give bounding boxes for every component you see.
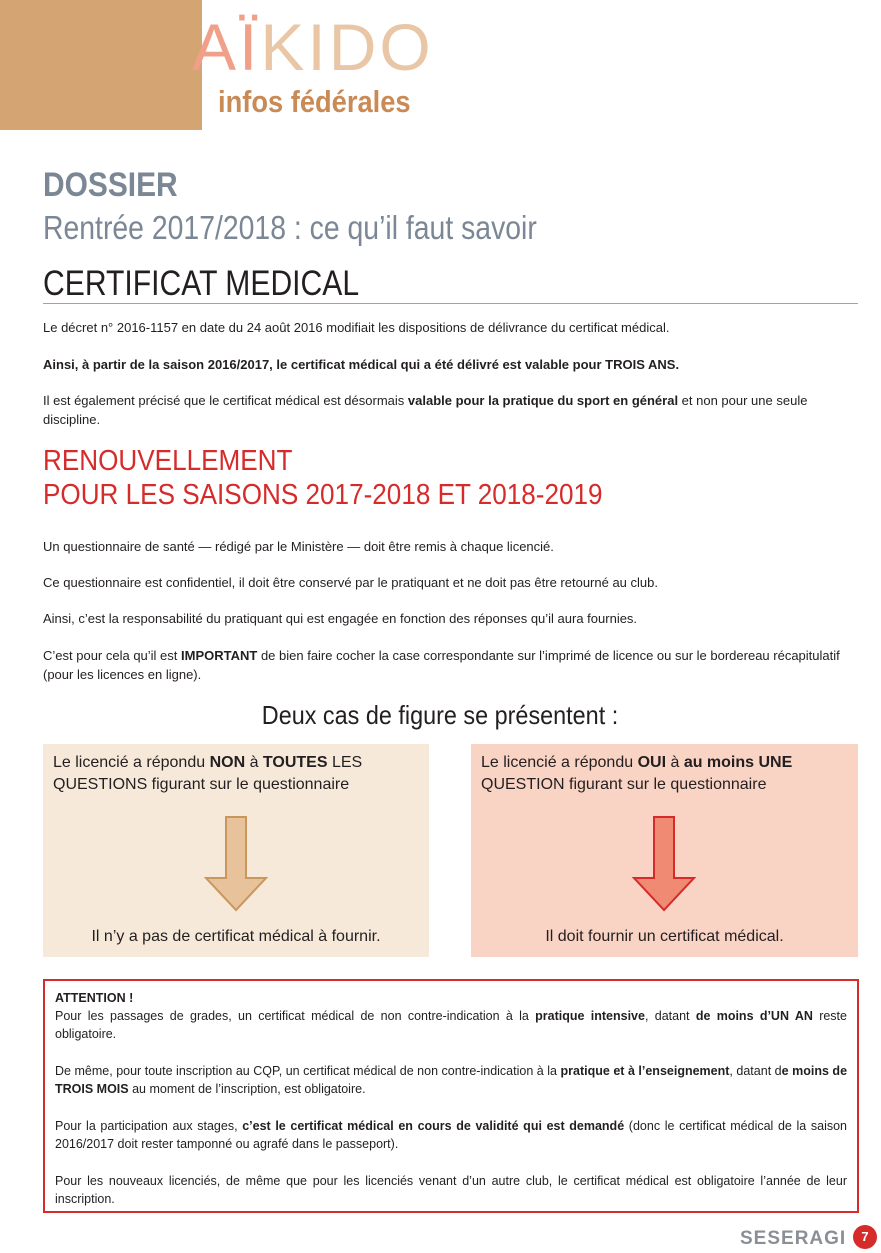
section-title-renouvellement — [43, 444, 603, 512]
case-oui-result: Il doit fournir un certificat médical. — [545, 928, 784, 945]
text-span: au moment de l’inscription, est obligatoire. — [128, 1082, 366, 1096]
text-bold: pratique et à l’enseignement — [560, 1064, 730, 1078]
text-span: Il est également précisé que le certificat médical est désormais — [43, 393, 408, 408]
cert-paragraph-2 — [43, 355, 858, 374]
text-bold: valable pour la pratique du sport en général — [407, 393, 679, 408]
text-span: , datant — [644, 1009, 696, 1023]
attention-heading: ATTENTION ! — [55, 991, 134, 1005]
cases-heading — [0, 700, 881, 731]
brand-part-2: KIDO — [260, 10, 434, 84]
text-span: LES QUESTIONS figurant sur le questionnaire — [53, 754, 363, 793]
text-span: Pour les passages de grades, un certificat médical de non contre-indication à la — [55, 1009, 536, 1023]
page-subtitle: Rentrée 2017/2018 : ce qu’il faut savoir — [43, 209, 537, 246]
renew-title-line-2: POUR LES SAISONS 2017-2018 ET 2018-2019 — [43, 479, 603, 511]
attention-paragraph-2 — [55, 1062, 847, 1098]
subbrand: infos fédérales — [218, 84, 411, 119]
section-title-certificat: CERTIFICAT MEDICAL — [43, 264, 360, 303]
brand-logo — [192, 10, 434, 84]
text-span: et non pour une seule discipline. — [43, 393, 808, 427]
renew-paragraph-1: Un questionnaire de santé — rédigé par le Ministère — doit être remis à chaque licencié. — [43, 539, 554, 554]
text-bold: IMPORTANT — [181, 648, 258, 663]
brand-part-1: AÏ — [192, 10, 261, 84]
text-span: Pour la participation aux stages, — [55, 1119, 243, 1133]
text-span: De même, pour toute inscription au CQP, un certificat médical de non contre-indication à la — [55, 1064, 561, 1078]
dossier-label: DOSSIER — [43, 166, 178, 204]
cert-paragraph-3 — [43, 391, 858, 429]
renew-paragraph-4 — [43, 646, 858, 684]
case-oui-text — [481, 752, 853, 796]
text-span: reste obligatoire. — [55, 1009, 847, 1041]
text-bold: NON — [209, 754, 246, 771]
cases-heading-text: Deux cas de figure se présentent : — [262, 700, 619, 730]
cert-paragraph-2-bold: Ainsi, à partir de la saison 2016/2017, le certificat médical qui a été délivré est valable pour TROIS ANS. — [43, 357, 680, 372]
case-non-result: Il n’y a pas de certificat médical à fournir. — [91, 928, 381, 945]
down-arrow-icon — [204, 816, 268, 912]
footer-brand: SESERAGI — [740, 1228, 847, 1249]
renew-paragraph-3: Ainsi, c’est la responsabilité du pratiquant qui est engagée en fonction des réponses qu’il aura fournies. — [43, 611, 638, 626]
text-span: Le licencié a répondu — [53, 754, 210, 771]
case-non-text — [53, 752, 425, 796]
renew-title-line-1: RENOUVELLEMENT — [43, 445, 293, 477]
text-bold: OUI — [637, 754, 667, 771]
header-color-block — [0, 0, 202, 130]
title-divider — [43, 303, 858, 304]
attention-paragraph-3 — [55, 1117, 847, 1153]
attention-paragraph-4: Pour les nouveaux licenciés, de même que pour les licenciés venant d’un autre club, le certificat médical est obligatoire l’année de leur inscription. — [55, 1174, 847, 1206]
text-bold: de moins d’UN AN — [695, 1009, 813, 1023]
page-number: 7 — [853, 1225, 877, 1249]
attention-box — [43, 979, 859, 1213]
text-span: C’est pour cela qu’il est — [43, 648, 182, 663]
down-arrow-icon — [632, 816, 696, 912]
cert-paragraph-1: Le décret n° 2016-1157 en date du 24 août 2016 modifiait les dispositions de délivrance du certificat médical. — [43, 320, 670, 335]
text-span: à — [245, 754, 263, 771]
text-span: à — [666, 754, 684, 771]
text-bold: pratique intensive — [535, 1009, 645, 1023]
case-box-non — [43, 744, 429, 957]
text-span: , datant d — [729, 1064, 782, 1078]
text-span: QUESTION figurant sur le questionnaire — [481, 776, 767, 793]
renew-paragraph-2: Ce questionnaire est confidentiel, il doit être conservé par le pratiquant et ne doit pas être retourné au club. — [43, 575, 658, 590]
case-box-oui — [471, 744, 858, 957]
text-bold: TOUTES — [262, 754, 328, 771]
text-span: (donc le certificat médical de la saison 2016/2017 doit rester tamponné ou agrafé dans le passeport). — [55, 1119, 848, 1151]
attention-paragraph-1 — [55, 1007, 847, 1043]
text-bold: au moins UNE — [683, 754, 793, 771]
text-bold: e moins de TROIS MOIS — [55, 1064, 848, 1096]
text-span: de bien faire cocher la case correspondante sur l’imprimé de licence ou sur le bordereau récapitulatif (pour les licences en ligne). — [43, 648, 840, 682]
text-span: Le licencié a répondu — [481, 754, 638, 771]
text-bold: c’est le certificat médical en cours de validité qui est demandé — [242, 1119, 625, 1133]
